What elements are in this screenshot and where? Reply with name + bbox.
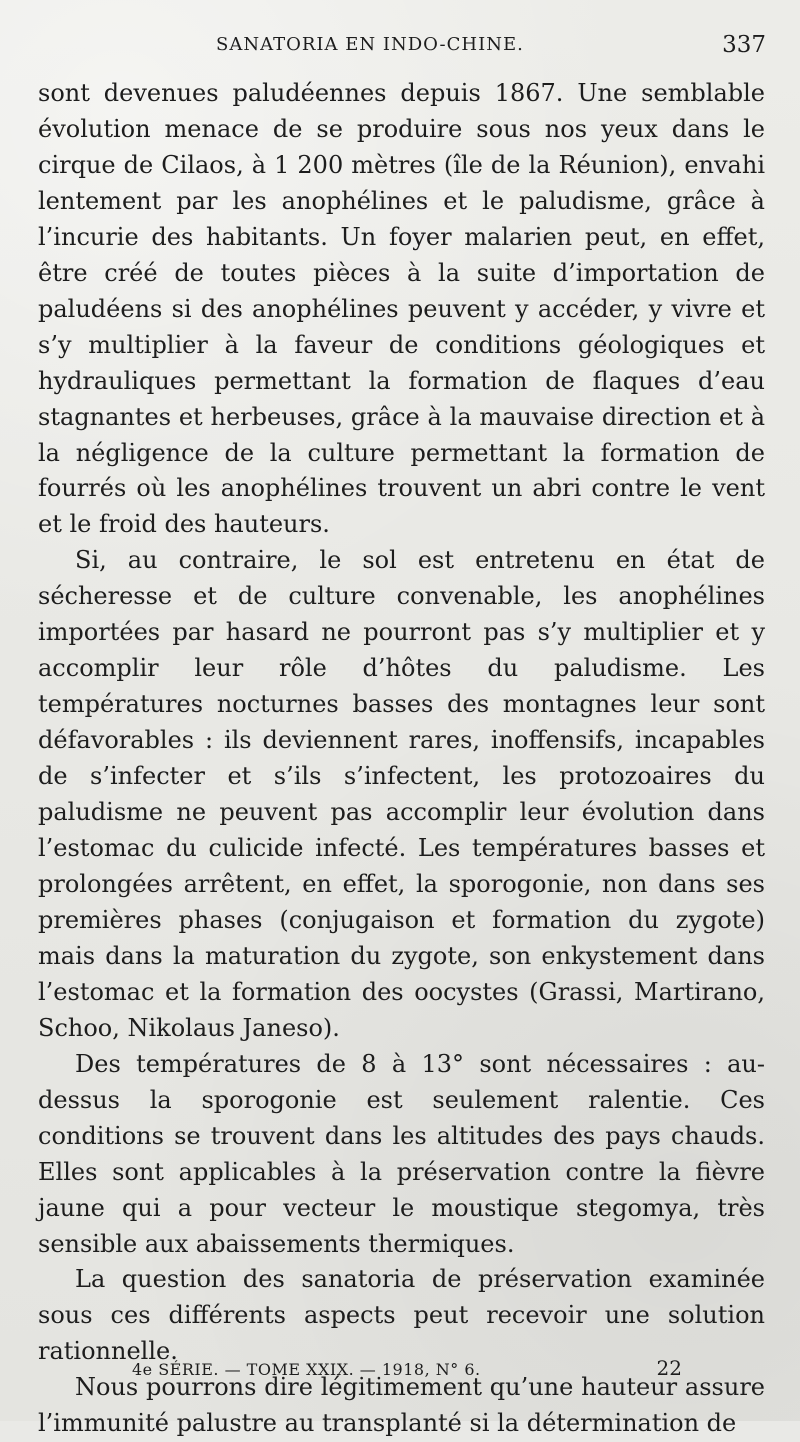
running-title: SANATORIA EN INDO-CHINE. — [216, 34, 524, 55]
page-number: 337 — [722, 32, 766, 58]
paragraph-5: Nous pourrons dire légitimement qu’une hauteur assure l’immunité palustre au transplanté si la détermination de — [38, 1373, 765, 1438]
paragraph-1: sont devenues paludéennes depuis 1867. Une semblable évolution menace de se produire sous nos yeux dans le cirque de Cilaos, à 1 200 mètres (île de la Réunion), envahi lentement par les anophélines et le paludisme, grâce à l’incurie des habitants. Un foyer malarien peut, en effet, être créé de toutes pièces à la suite d’importation de paludéens si des anophélines peuvent y accéder, y vivre et s’y multiplier à la faveur de conditions géologiques et hydrauliques permettant la formation de flaques d’eau stagnantes et herbeuses, grâce à la mauvaise direction et à la négligence de la culture permettant la formation de fourrés où les anophélines trouvent un abri contre le vent et le froid des hauteurs. — [38, 79, 765, 539]
footer — [0, 1356, 800, 1390]
running-head — [0, 34, 800, 62]
body-text — [38, 76, 765, 1442]
paragraph-2: Si, au contraire, le sol est entretenu en état de sécheresse et de culture convenable, les anophélines importées par hasard ne pourront pas s’y multiplier et y accomplir leur rôle d’hôtes du paludisme. Les températures nocturnes basses des montagnes leur sont défavorables : ils deviennent rares, inoffensifs, incapables de s’infecter et s’ils s’infectent, les protozoaires du paludisme ne peuvent pas accomplir leur évolution dans l’estomac du culicide infecté. Les températures basses et prolongées arrêtent, en effet, la sporogonie, non dans ses premières phases (conjugaison et formation du zygote) mais dans la maturation du zygote, son enkystement dans l’estomac et la formation des oocystes (Grassi, Martirano, Schoo, Nikolaus Janeso). — [38, 546, 765, 1042]
signature-number: 22 — [656, 1356, 682, 1380]
paragraph-3: Des températures de 8 à 13° sont nécessaires : au-dessus la sporogonie est seulement ralentie. Ces conditions se trouvent dans les altitudes des pays chauds. Elles sont applicables à la préservation contre la fièvre jaune qui a pour vecteur le moustique stegomya, très sensible aux abaissements thermiques. — [38, 1049, 765, 1258]
series-line: 4e SÉRIE. — TOME XXIX. — 1918, N° 6. — [132, 1360, 481, 1379]
paragraph-4: La question des sanatoria de préservation examinée sous ces différents aspects peut recevoir une solution rationnelle. — [38, 1265, 765, 1366]
